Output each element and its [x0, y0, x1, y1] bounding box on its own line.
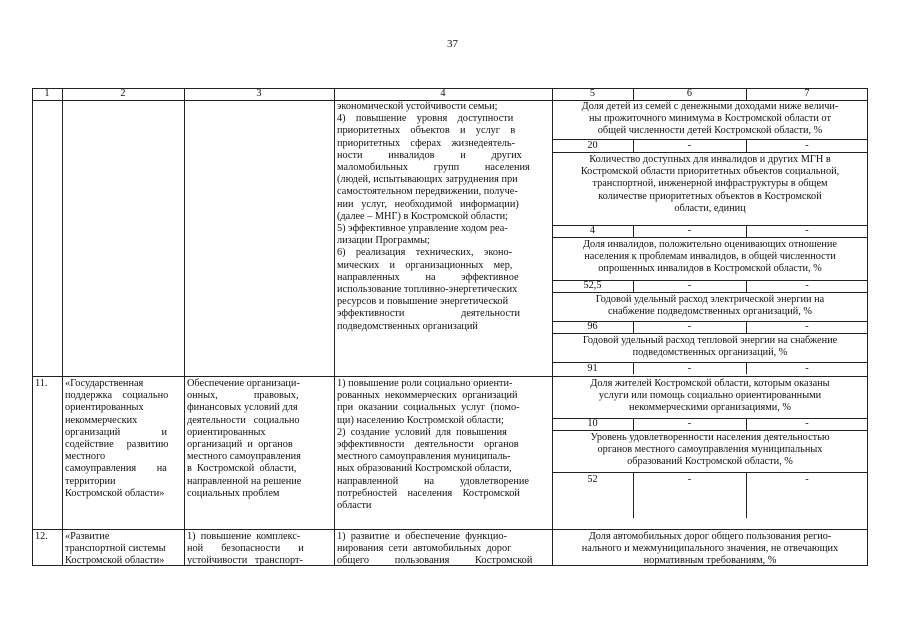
indicator-value-col7: - [805, 321, 809, 332]
indicator-value-col5: 91 [587, 363, 598, 374]
indicator-value-col7: - [805, 140, 809, 151]
indicator-value-col7: - [805, 280, 809, 291]
indicator-name: Доля автомобильных дорог общего пользования регио- нального и межмуниципального значения, не отвечающих нормативным требованиям, % [581, 531, 839, 567]
column-divider-1-2 [62, 88, 63, 566]
indicator-value-col6: - [687, 363, 692, 374]
program-objectives: 1) развитие и обеспечение функцио- нирования сети автомобильных дорог общего пользования Костромской [337, 531, 533, 567]
indicator-value-col7: - [805, 418, 809, 429]
indicator-value-col6: - [687, 418, 692, 429]
header-col-6: 6 [686, 88, 693, 99]
header-col-4: 4 [440, 88, 446, 99]
header-col-7: 7 [804, 88, 810, 99]
row-number: 12. [35, 531, 48, 542]
indicator-name: Доля жителей Костромской области, которым оказаны услуги или помощь социально ориентированными некоммерческими организациями, % [590, 378, 830, 414]
program-name: «Государственная поддержка социально ориентированных некоммерческих организаций и содействие развитию местного самоуправления на территории Костромской области» [65, 378, 169, 499]
indicator-value-col6: - [687, 225, 692, 236]
header-col-2: 2 [120, 88, 126, 99]
indicator-value-col5: 10 [587, 418, 598, 429]
indicator-value-col6: - [687, 280, 692, 291]
indicator-value-col6: - [687, 140, 692, 151]
header-col-3: 3 [256, 88, 262, 99]
indicator-value-col7: - [805, 474, 809, 485]
row-number: 11. [35, 378, 48, 389]
indicator-name: Уровень удовлетворенности населения деятельностью органов местного самоуправления муниципальных образований Костромской области, % [590, 432, 830, 468]
indicator-name: Количество доступных для инвалидов и других МГН в Костромской области приоритетных объектов социальной, транспортной, инженерной инфраструктуры в общем количестве приоритетных объектов в Костромской области, единиц [580, 154, 840, 214]
page-number: 37 [447, 38, 458, 50]
indicator-value-col7: - [805, 225, 809, 236]
continued-objectives: экономической устойчивости семьи; 4) повышение уровня доступности приоритетных объектов и услуг в приоритетных сферах жизнедеятель- ности инвалидов и других маломобильных групп населения (людей, испытывающих затруднения при самостоятельном передвижении, получе- нии услуг, необходимой информации) (далее – МНГ) в Костромской области; 5) эффективное управление ходом реа- лизации Программы; 6) реализация технических, эконо- мических и организационных мер, направленных на эффективное использование топливно-энергетических ресурсов и повышение энергетической эффективности деятельности подведомственных организаций [337, 101, 530, 332]
indicator-line [552, 472, 868, 473]
indicator-value-col6: - [687, 474, 692, 485]
indicator-value-col5: 96 [587, 321, 598, 332]
indicator-value-col7: - [805, 363, 809, 374]
indicator-value-col5: 52,5 [583, 280, 602, 291]
header-col-1: 1 [44, 88, 50, 99]
column-divider-2-3 [184, 88, 185, 566]
header-col-5: 5 [589, 88, 596, 99]
table-border-left [32, 88, 33, 566]
indicator-value-col6: - [687, 321, 692, 332]
column-divider-3-4 [334, 88, 335, 566]
program-goal: Обеспечение организаци- онных, правовых, финансовых условий для деятельности социально ориентированных организаций и органов местного самоуправления в Костромской области, направленной на решение социальных проблем [187, 378, 302, 499]
indicator-value-col5: 52 [587, 474, 598, 485]
indicator-value-col5: 20 [587, 140, 598, 151]
indicator-name: Доля детей из семей с денежными доходами ниже величи- ны прожиточного минимума в Костромской области от общей численности детей Костромской области, % [581, 101, 839, 137]
program-table [32, 88, 868, 566]
program-name: «Развитие транспортной системы Костромской области» [65, 531, 166, 567]
indicator-name: Годовой удельный расход тепловой энергии на снабжение подведомственных организаций, % [582, 335, 838, 359]
indicator-name: Годовой удельный расход электрической энергии на снабжение подведомственных организаций, % [595, 294, 825, 318]
row-separator [32, 376, 868, 377]
row-separator [32, 529, 868, 530]
program-objectives: 1) повышение роли социально ориенти- рованных некоммерческих организаций при оказании социальных услуг (помо- щи) населению Костромской области; 2) создание условий для повышения эффективности деятельности органов местного самоуправления муниципаль- ных образований Костромской области, направленной на удовлетворение потребностей населения Костромской области [337, 378, 529, 512]
indicator-value-col5: 4 [589, 225, 596, 236]
indicator-name: Доля инвалидов, положительно оценивающих отношение населения к проблемам инвалидов, в общей численности опрошенных инвалидов в Костромской области, % [583, 239, 837, 275]
program-goal: 1) повышение комплекс- ной безопасности и устойчивости транспорт- [187, 531, 304, 567]
